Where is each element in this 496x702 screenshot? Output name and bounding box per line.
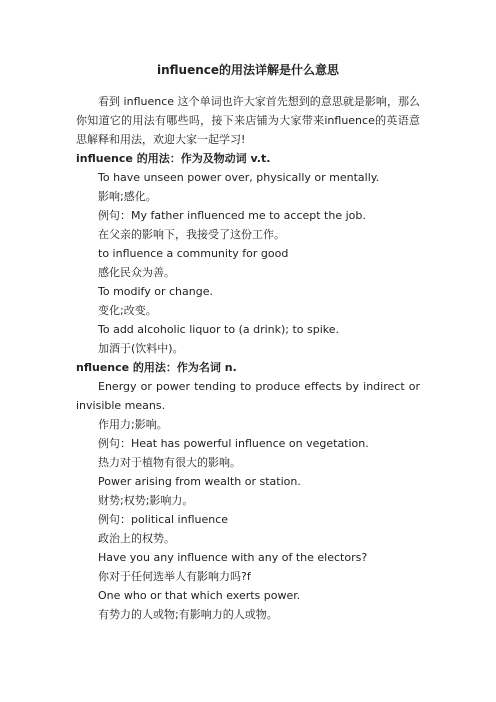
text-line: 加酒于(饮料中)。 — [98, 342, 184, 355]
text-line: One who or that which exerts power. — [98, 589, 301, 602]
text-line: 有势力的人或物;有影响力的人或物。 — [98, 608, 278, 621]
text-line: To add alcoholic liquor to (a drink); to spike. — [98, 323, 340, 336]
intro-paragraph: 看到 influence 这个单词也许大家首先想到的意思就是影响，那么你知道它的用法有哪些吗，接下来店铺为大家带来influence的英语意思解释和用法，欢迎大家一起学习! — [76, 95, 420, 146]
section-heading-noun: nfluence 的用法：作为名词 n. — [76, 361, 237, 374]
text-line: Have you any influence with any of the electors? — [98, 551, 368, 564]
text-line: Power arising from wealth or station. — [98, 475, 301, 488]
text-line: 政治上的权势。 — [98, 532, 175, 545]
section-heading-verb: influence 的用法：作为及物动词 v.t. — [76, 152, 271, 165]
text-line: 你对于任何选举人有影响力吗?f — [98, 570, 251, 583]
document-title: influence的用法详解是什么意思 — [156, 63, 340, 77]
text-line: 在父亲的影响下，我接受了这份工作。 — [98, 228, 285, 241]
text-line: 感化民众为善。 — [98, 266, 175, 279]
text-line: 影响;感化。 — [98, 190, 157, 203]
text-line: 例句：political influence — [98, 513, 229, 526]
definition-paragraph: Energy or power tending to produce effects by indirect or invisible means. — [76, 380, 420, 412]
text-line: 热力对于植物有很大的影响。 — [98, 456, 241, 469]
text-line: 变化;改变。 — [98, 304, 157, 317]
text-line: to influence a community for good — [98, 247, 289, 260]
text-line: To modify or change. — [98, 285, 213, 298]
text-line: 作用力;影响。 — [98, 418, 168, 431]
text-line: To have unseen power over, physically or mentally. — [98, 171, 380, 184]
text-line: 例句：Heat has powerful influence on vegetation. — [98, 437, 369, 450]
text-line: 例句：My father influenced me to accept the job. — [98, 209, 366, 222]
text-line: 财势;权势;影响力。 — [98, 494, 194, 507]
